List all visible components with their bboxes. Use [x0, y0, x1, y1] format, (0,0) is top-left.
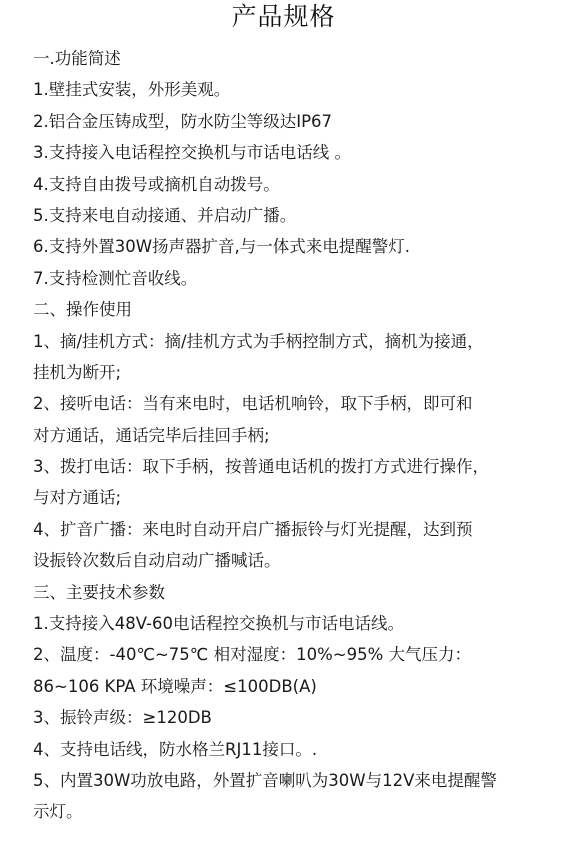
- operation-item-4-line-1: 4、扩音广播：来电时自动开启广播振铃与灯光提醒，达到预: [33, 519, 473, 539]
- spec-text-body: [33, 43, 533, 828]
- feature-item-1: 1.壁挂式安装，外形美观。: [33, 80, 231, 100]
- parameter-item-4: 4、支持电话线，防水格兰RJ11接口。.: [33, 739, 318, 759]
- operation-item-2-line-1: 2、接听电话：当有来电时，电话机响铃，取下手柄，即可和: [33, 394, 473, 414]
- feature-item-2: 2.铝合金压铸成型，防水防尘等级达IP67: [33, 111, 333, 131]
- operation-item-1-line-2: 挂机为断开;: [33, 362, 122, 382]
- parameter-item-1: 1.支持接入48V-60电话程控交换机与市话电话线。: [33, 614, 405, 634]
- section-heading-features: 一.功能简述: [33, 49, 121, 68]
- feature-item-4: 4.支持自由拨号或摘机自动拨号。: [33, 174, 280, 194]
- feature-item-6: 6.支持外置30W扬声器扩音,与一体式来电提醒警灯.: [33, 237, 411, 257]
- parameter-item-3: 3、振铃声级：≥120DB: [33, 708, 212, 728]
- page-title: 产品规格: [231, 2, 336, 31]
- parameter-item-5-line-2: 示灯。: [33, 802, 83, 822]
- operation-item-3-line-2: 与对方通话;: [33, 488, 122, 508]
- operation-item-2-line-2: 对方通话，通话完毕后挂回手柄;: [33, 425, 270, 445]
- feature-item-7: 7.支持检测忙音收线。: [33, 268, 198, 288]
- parameter-item-2-line-1: 2、温度：-40℃~75℃ 相对湿度：10%~95% 大气压力：: [33, 645, 471, 665]
- section-heading-operation: 二、操作使用: [33, 300, 132, 320]
- operation-item-1-line-1: 1、摘/挂机方式：摘/挂机方式为手柄控制方式，摘机为接通，: [33, 331, 484, 351]
- operation-item-4-line-2: 设振铃次数后自动启动广播喊话。: [33, 551, 281, 571]
- feature-item-5: 5.支持来电自动接通、并启动广播。: [33, 205, 297, 225]
- parameter-item-2-line-2: 86~106 KPA 环境噪声：≤100DB(A): [33, 676, 317, 696]
- feature-item-3: 3.支持接入电话程控交换机与市话电话线 。: [33, 143, 351, 163]
- section-heading-parameters: 三、主要技术参数: [33, 582, 165, 602]
- parameter-item-5-line-1: 5、内置30W功放电路，外置扩音喇叭为30W与12V来电提醒警: [33, 770, 497, 790]
- operation-item-3-line-1: 3、拨打电话：取下手柄，按普通电话机的拨打方式进行操作，: [33, 457, 489, 477]
